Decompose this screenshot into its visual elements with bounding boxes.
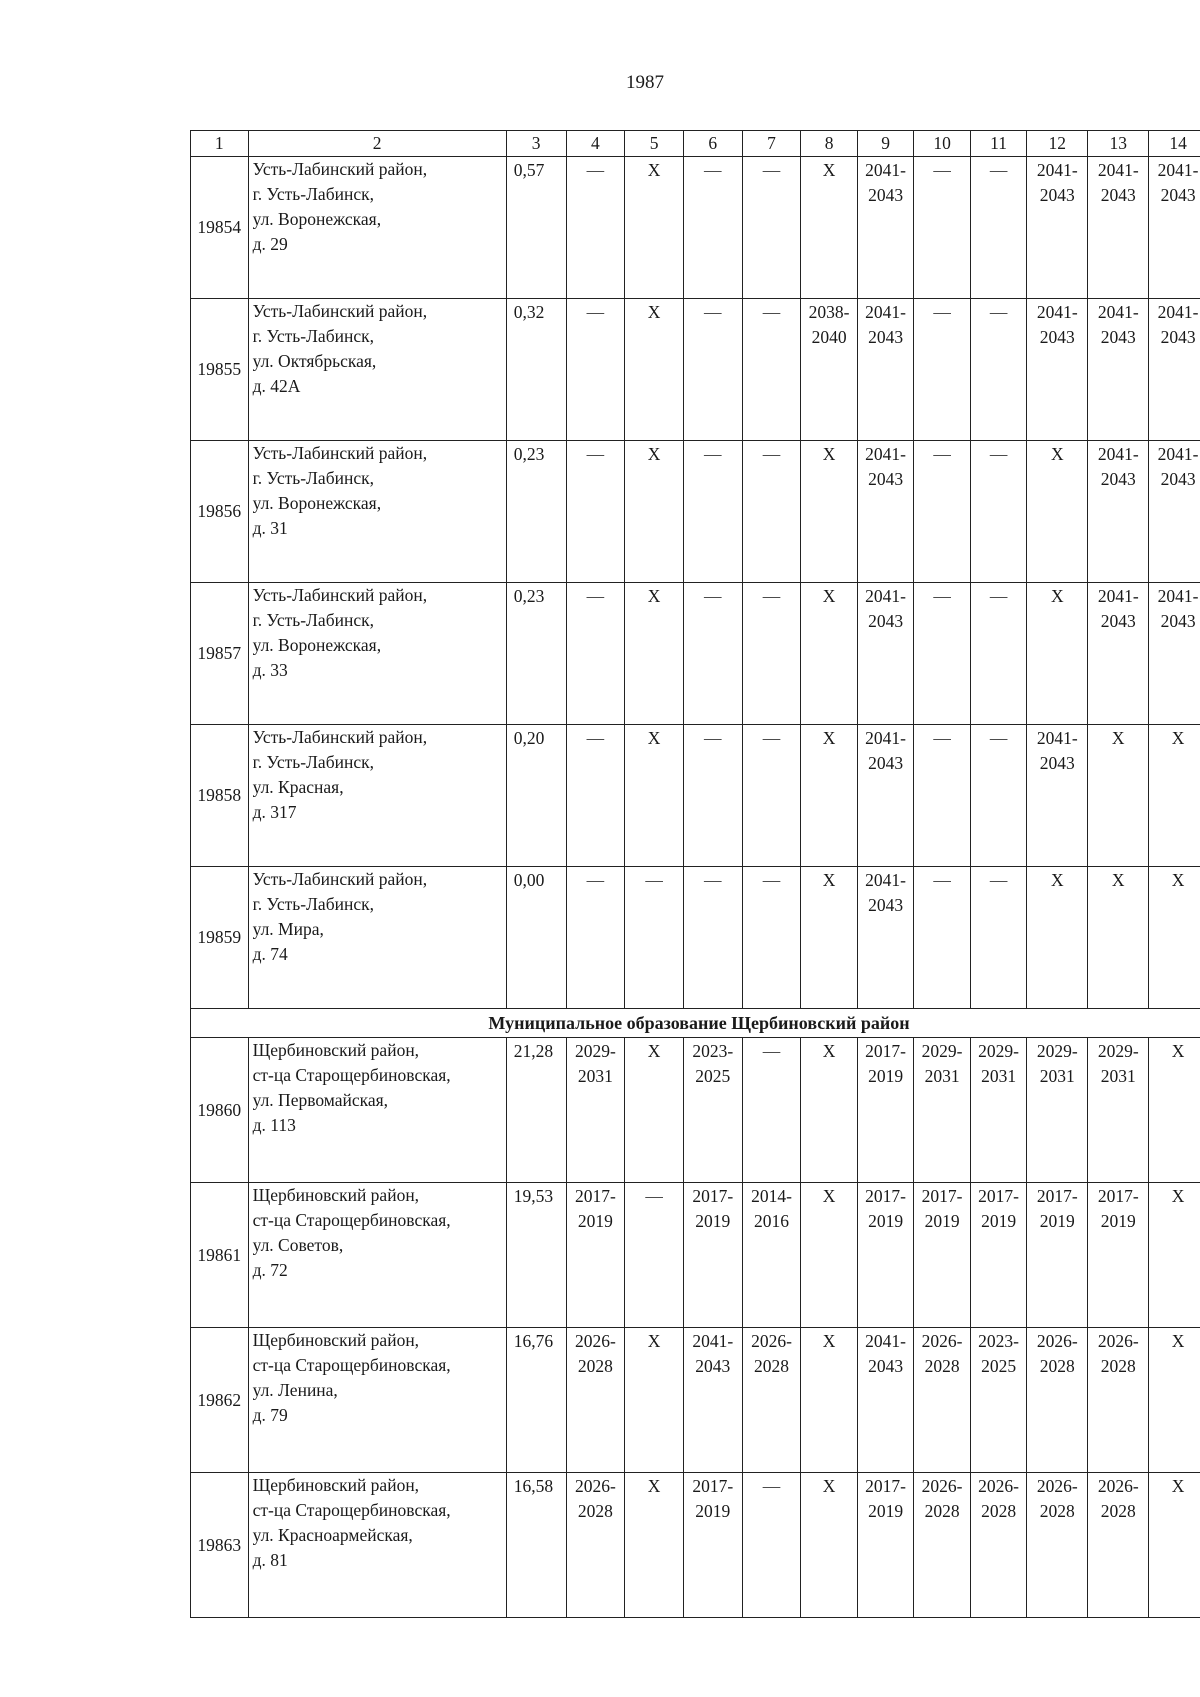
value-cell: 2041- 2043 — [857, 157, 914, 299]
register-table — [190, 130, 1200, 1618]
value-cell: 2023- 2025 — [683, 1038, 742, 1183]
value-cell: 2017- 2019 — [857, 1473, 914, 1618]
column-header: 13 — [1088, 131, 1149, 157]
value-cell: — — [914, 157, 971, 299]
value-cell: — — [742, 725, 801, 867]
value-cell: 2026- 2028 — [566, 1473, 625, 1618]
value-cell: — — [742, 441, 801, 583]
value-cell: — — [683, 441, 742, 583]
value-cell: — — [970, 299, 1027, 441]
value-cell: — — [742, 583, 801, 725]
value-cell: X — [625, 441, 684, 583]
value-cell: 2041- 2043 — [857, 867, 914, 1009]
value-cell: — — [970, 157, 1027, 299]
value-cell: 19,53 — [506, 1183, 566, 1328]
value-cell: 21,28 — [506, 1038, 566, 1183]
record-number: 19856 — [191, 441, 249, 583]
value-cell: 2026- 2028 — [1088, 1473, 1149, 1618]
value-cell: 2029- 2031 — [970, 1038, 1027, 1183]
value-cell: — — [566, 583, 625, 725]
value-cell: — — [566, 867, 625, 1009]
value-cell: X — [801, 725, 858, 867]
table-row — [191, 1473, 1200, 1618]
value-cell: 2026- 2028 — [970, 1473, 1027, 1618]
value-cell: X — [801, 1038, 858, 1183]
value-cell: 2041- 2043 — [1149, 299, 1200, 441]
value-cell: 2041- 2043 — [857, 1328, 914, 1473]
record-number: 19857 — [191, 583, 249, 725]
value-cell: — — [742, 1473, 801, 1618]
value-cell: X — [625, 725, 684, 867]
value-cell: 2041- 2043 — [857, 725, 914, 867]
value-cell: X — [1027, 583, 1088, 725]
value-cell: X — [801, 1473, 858, 1618]
value-cell: 0,20 — [506, 725, 566, 867]
value-cell: — — [970, 583, 1027, 725]
value-cell: — — [742, 299, 801, 441]
value-cell: 2017- 2019 — [566, 1183, 625, 1328]
value-cell: X — [1088, 867, 1149, 1009]
value-cell: 2041- 2043 — [1088, 157, 1149, 299]
value-cell: X — [1149, 867, 1200, 1009]
value-cell: 2017- 2019 — [1088, 1183, 1149, 1328]
value-cell: 2041- 2043 — [683, 1328, 742, 1473]
value-cell: 0,23 — [506, 441, 566, 583]
value-cell: 0,57 — [506, 157, 566, 299]
value-cell: X — [1149, 1183, 1200, 1328]
value-cell: 2029- 2031 — [566, 1038, 625, 1183]
table-row — [191, 867, 1200, 1009]
value-cell: X — [801, 583, 858, 725]
value-cell: 16,76 — [506, 1328, 566, 1473]
page-number: 1987 — [626, 72, 664, 93]
value-cell: X — [801, 441, 858, 583]
value-cell: — — [970, 441, 1027, 583]
value-cell: — — [566, 157, 625, 299]
address-cell: Щербиновский район, ст-ца Старощербиновская, ул. Советов, д. 72 — [248, 1183, 506, 1328]
value-cell: 2041- 2043 — [1149, 583, 1200, 725]
value-cell: 0,32 — [506, 299, 566, 441]
value-cell: X — [1088, 725, 1149, 867]
value-cell: 2041- 2043 — [1027, 725, 1088, 867]
value-cell: 2026- 2028 — [566, 1328, 625, 1473]
value-cell: X — [1027, 867, 1088, 1009]
value-cell: 2041- 2043 — [1027, 299, 1088, 441]
value-cell: 0,00 — [506, 867, 566, 1009]
value-cell: — — [566, 441, 625, 583]
value-cell: — — [914, 299, 971, 441]
address-cell: Усть-Лабинский район, г. Усть-Лабинск, ул. Воронежская, д. 33 — [248, 583, 506, 725]
value-cell: 2041- 2043 — [857, 441, 914, 583]
value-cell: 2026- 2028 — [742, 1328, 801, 1473]
address-cell: Усть-Лабинский район, г. Усть-Лабинск, ул. Воронежская, д. 29 — [248, 157, 506, 299]
value-cell: 2017- 2019 — [970, 1183, 1027, 1328]
value-cell: 2017- 2019 — [857, 1038, 914, 1183]
value-cell: X — [801, 1183, 858, 1328]
value-cell: X — [801, 867, 858, 1009]
value-cell: 2017- 2019 — [914, 1183, 971, 1328]
value-cell: 2026- 2028 — [1027, 1328, 1088, 1473]
value-cell: X — [625, 1328, 684, 1473]
value-cell: 2017- 2019 — [683, 1183, 742, 1328]
value-cell: 2029- 2031 — [1088, 1038, 1149, 1183]
value-cell: 2026- 2028 — [914, 1473, 971, 1618]
value-cell: — — [683, 583, 742, 725]
value-cell: 2041- 2043 — [1149, 441, 1200, 583]
column-header: 10 — [914, 131, 971, 157]
table-row — [191, 725, 1200, 867]
value-cell: — — [742, 157, 801, 299]
table-row — [191, 1183, 1200, 1328]
value-cell: X — [1149, 1328, 1200, 1473]
value-cell: 2041- 2043 — [857, 583, 914, 725]
value-cell: 2041- 2043 — [1088, 583, 1149, 725]
value-cell: — — [566, 299, 625, 441]
value-cell: 2041- 2043 — [1027, 157, 1088, 299]
column-header: 1 — [191, 131, 249, 157]
value-cell: X — [625, 583, 684, 725]
table-row — [191, 1328, 1200, 1473]
value-cell: 2017- 2019 — [857, 1183, 914, 1328]
value-cell: 2029- 2031 — [1027, 1038, 1088, 1183]
value-cell: — — [566, 725, 625, 867]
address-cell: Щербиновский район, ст-ца Старощербиновская, ул. Первомайская, д. 113 — [248, 1038, 506, 1183]
value-cell: X — [625, 1473, 684, 1618]
value-cell: X — [625, 299, 684, 441]
record-number: 19855 — [191, 299, 249, 441]
value-cell: — — [914, 867, 971, 1009]
section-title: Муниципальное образование Щербиновский район — [191, 1009, 1200, 1038]
value-cell: — — [914, 583, 971, 725]
section-header-row — [191, 1009, 1200, 1038]
value-cell: — — [742, 867, 801, 1009]
record-number: 19854 — [191, 157, 249, 299]
record-number: 19863 — [191, 1473, 249, 1618]
value-cell: 2017- 2019 — [1027, 1183, 1088, 1328]
record-number: 19859 — [191, 867, 249, 1009]
address-cell: Усть-Лабинский район, г. Усть-Лабинск, ул. Красная, д. 317 — [248, 725, 506, 867]
column-header: 2 — [248, 131, 506, 157]
value-cell: X — [1149, 725, 1200, 867]
record-number: 19861 — [191, 1183, 249, 1328]
address-cell: Щербиновский район, ст-ца Старощербиновская, ул. Красноармейская, д. 81 — [248, 1473, 506, 1618]
value-cell: — — [914, 725, 971, 867]
value-cell: 2029- 2031 — [914, 1038, 971, 1183]
value-cell: 2017- 2019 — [683, 1473, 742, 1618]
value-cell: 2041- 2043 — [1088, 441, 1149, 583]
value-cell: X — [625, 1038, 684, 1183]
value-cell: 2038- 2040 — [801, 299, 858, 441]
address-cell: Усть-Лабинский район, г. Усть-Лабинск, ул. Мира, д. 74 — [248, 867, 506, 1009]
value-cell: 2041- 2043 — [1149, 157, 1200, 299]
column-header: 9 — [857, 131, 914, 157]
column-header: 7 — [742, 131, 801, 157]
value-cell: 2023- 2025 — [970, 1328, 1027, 1473]
column-header: 14 — [1149, 131, 1200, 157]
value-cell: X — [625, 157, 684, 299]
column-header: 8 — [801, 131, 858, 157]
value-cell: — — [683, 725, 742, 867]
record-number: 19862 — [191, 1328, 249, 1473]
table-row — [191, 583, 1200, 725]
value-cell: — — [625, 1183, 684, 1328]
record-number: 19858 — [191, 725, 249, 867]
column-header: 6 — [683, 131, 742, 157]
value-cell: X — [801, 157, 858, 299]
table-row — [191, 441, 1200, 583]
column-header-row — [191, 131, 1200, 157]
value-cell: — — [683, 867, 742, 1009]
value-cell: X — [1149, 1473, 1200, 1618]
column-header: 5 — [625, 131, 684, 157]
value-cell: 2026- 2028 — [914, 1328, 971, 1473]
address-cell: Щербиновский район, ст-ца Старощербиновская, ул. Ленина, д. 79 — [248, 1328, 506, 1473]
value-cell: — — [914, 441, 971, 583]
table-row — [191, 1038, 1200, 1183]
record-number: 19860 — [191, 1038, 249, 1183]
value-cell: — — [742, 1038, 801, 1183]
value-cell: X — [1027, 441, 1088, 583]
value-cell: — — [970, 725, 1027, 867]
value-cell: — — [683, 299, 742, 441]
table-row — [191, 299, 1200, 441]
value-cell: 0,23 — [506, 583, 566, 725]
value-cell: X — [801, 1328, 858, 1473]
value-cell: 2026- 2028 — [1088, 1328, 1149, 1473]
column-header: 4 — [566, 131, 625, 157]
value-cell: — — [970, 867, 1027, 1009]
column-header: 11 — [970, 131, 1027, 157]
column-header: 3 — [506, 131, 566, 157]
value-cell: 2041- 2043 — [857, 299, 914, 441]
column-header: 12 — [1027, 131, 1088, 157]
value-cell: 2041- 2043 — [1088, 299, 1149, 441]
table-row — [191, 157, 1200, 299]
value-cell: 2026- 2028 — [1027, 1473, 1088, 1618]
value-cell: 16,58 — [506, 1473, 566, 1618]
address-cell: Усть-Лабинский район, г. Усть-Лабинск, ул. Воронежская, д. 31 — [248, 441, 506, 583]
value-cell: X — [1149, 1038, 1200, 1183]
value-cell: — — [683, 157, 742, 299]
value-cell: — — [625, 867, 684, 1009]
value-cell: 2014- 2016 — [742, 1183, 801, 1328]
address-cell: Усть-Лабинский район, г. Усть-Лабинск, ул. Октябрьская, д. 42А — [248, 299, 506, 441]
